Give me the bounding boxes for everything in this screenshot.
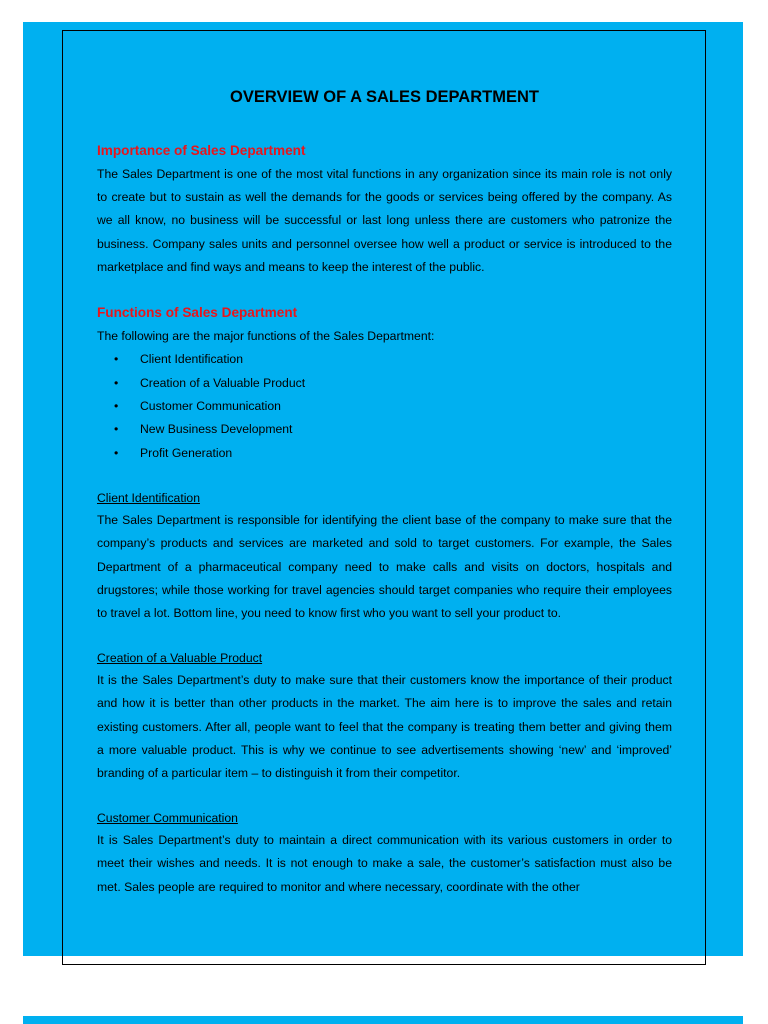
bullet-icon: • [114,375,119,390]
bullet-icon: • [114,352,119,367]
subheading-customer-communication: Customer Communication [97,811,238,826]
paragraph-importance: The Sales Department is one of the most vital functions in any organization since its main role is not only to create but to sustain as well the demands for the goods or services being offered by the company. As we all know, no business will be successful or last long unless there are customers who patronize the business. Company sales units and personnel oversee how well a product or service is introduced to the marketplace and find ways and means to keep the interest of the public. [97,167,672,274]
section-heading-importance: Importance of Sales Department [97,143,306,158]
list-item-label: Customer Communication [140,399,281,414]
bullet-icon: • [114,399,119,414]
next-page-background [23,1016,743,1024]
list-item-label: Profit Generation [140,445,233,460]
list-item [114,348,672,371]
paragraph-valuable-product: It is the Sales Department’s duty to make sure that their customers know the importance of their product and how it is better than other products in the market. The aim here is to improve the sales and retain existing customers. After all, people want to feel that the company is treating them better and giving them a more valuable product. This is why we continue to see advertisements showing ‘new’ and ‘improved’ branding of a particular item – to distinguish it from their competitor. [97,673,672,781]
section-functions [97,302,672,465]
section-client-identification [97,487,672,625]
section-importance [97,140,672,279]
list-item [114,395,672,418]
list-item [114,442,672,465]
bullet-icon: • [114,445,119,460]
section-valuable-product [97,647,672,785]
section-heading-functions: Functions of Sales Department [97,305,298,321]
list-item [114,372,672,395]
subheading-valuable-product: Creation of a Valuable Product [97,651,263,666]
list-item [114,418,672,441]
functions-list [97,348,672,465]
paragraph-customer-communication: It is Sales Department’s duty to maintain a direct communication with its various customers in order to meet their wishes and needs. It is not enough to make a sale, the customer’s satisfaction must also be met. Sales people are required to monitor and where necessary, coordinate with the other [97,833,672,894]
document-content [97,86,672,899]
bullet-icon: • [114,422,119,437]
section-customer-communication [97,807,672,899]
document-title: OVERVIEW OF A SALES DEPARTMENT [230,88,539,106]
paragraph-functions-intro: The following are the major functions of the Sales Department: [97,329,435,344]
list-item-label: New Business Development [140,422,293,437]
subheading-client-identification: Client Identification [97,491,200,506]
list-item-label: Creation of a Valuable Product [140,375,306,390]
list-item-label: Client Identification [140,352,243,367]
paragraph-client-identification: The Sales Department is responsible for identifying the client base of the company to make sure that the company’s products and services are marketed and sold to target customers. For example, the Sales Department of a pharmaceutical company need to make calls and visits on doctors, hospitals and drugstores; while those working for travel agencies should target companies who require their employees to travel a lot. Bottom line, you need to know first who you want to sell your product to. [97,513,672,621]
